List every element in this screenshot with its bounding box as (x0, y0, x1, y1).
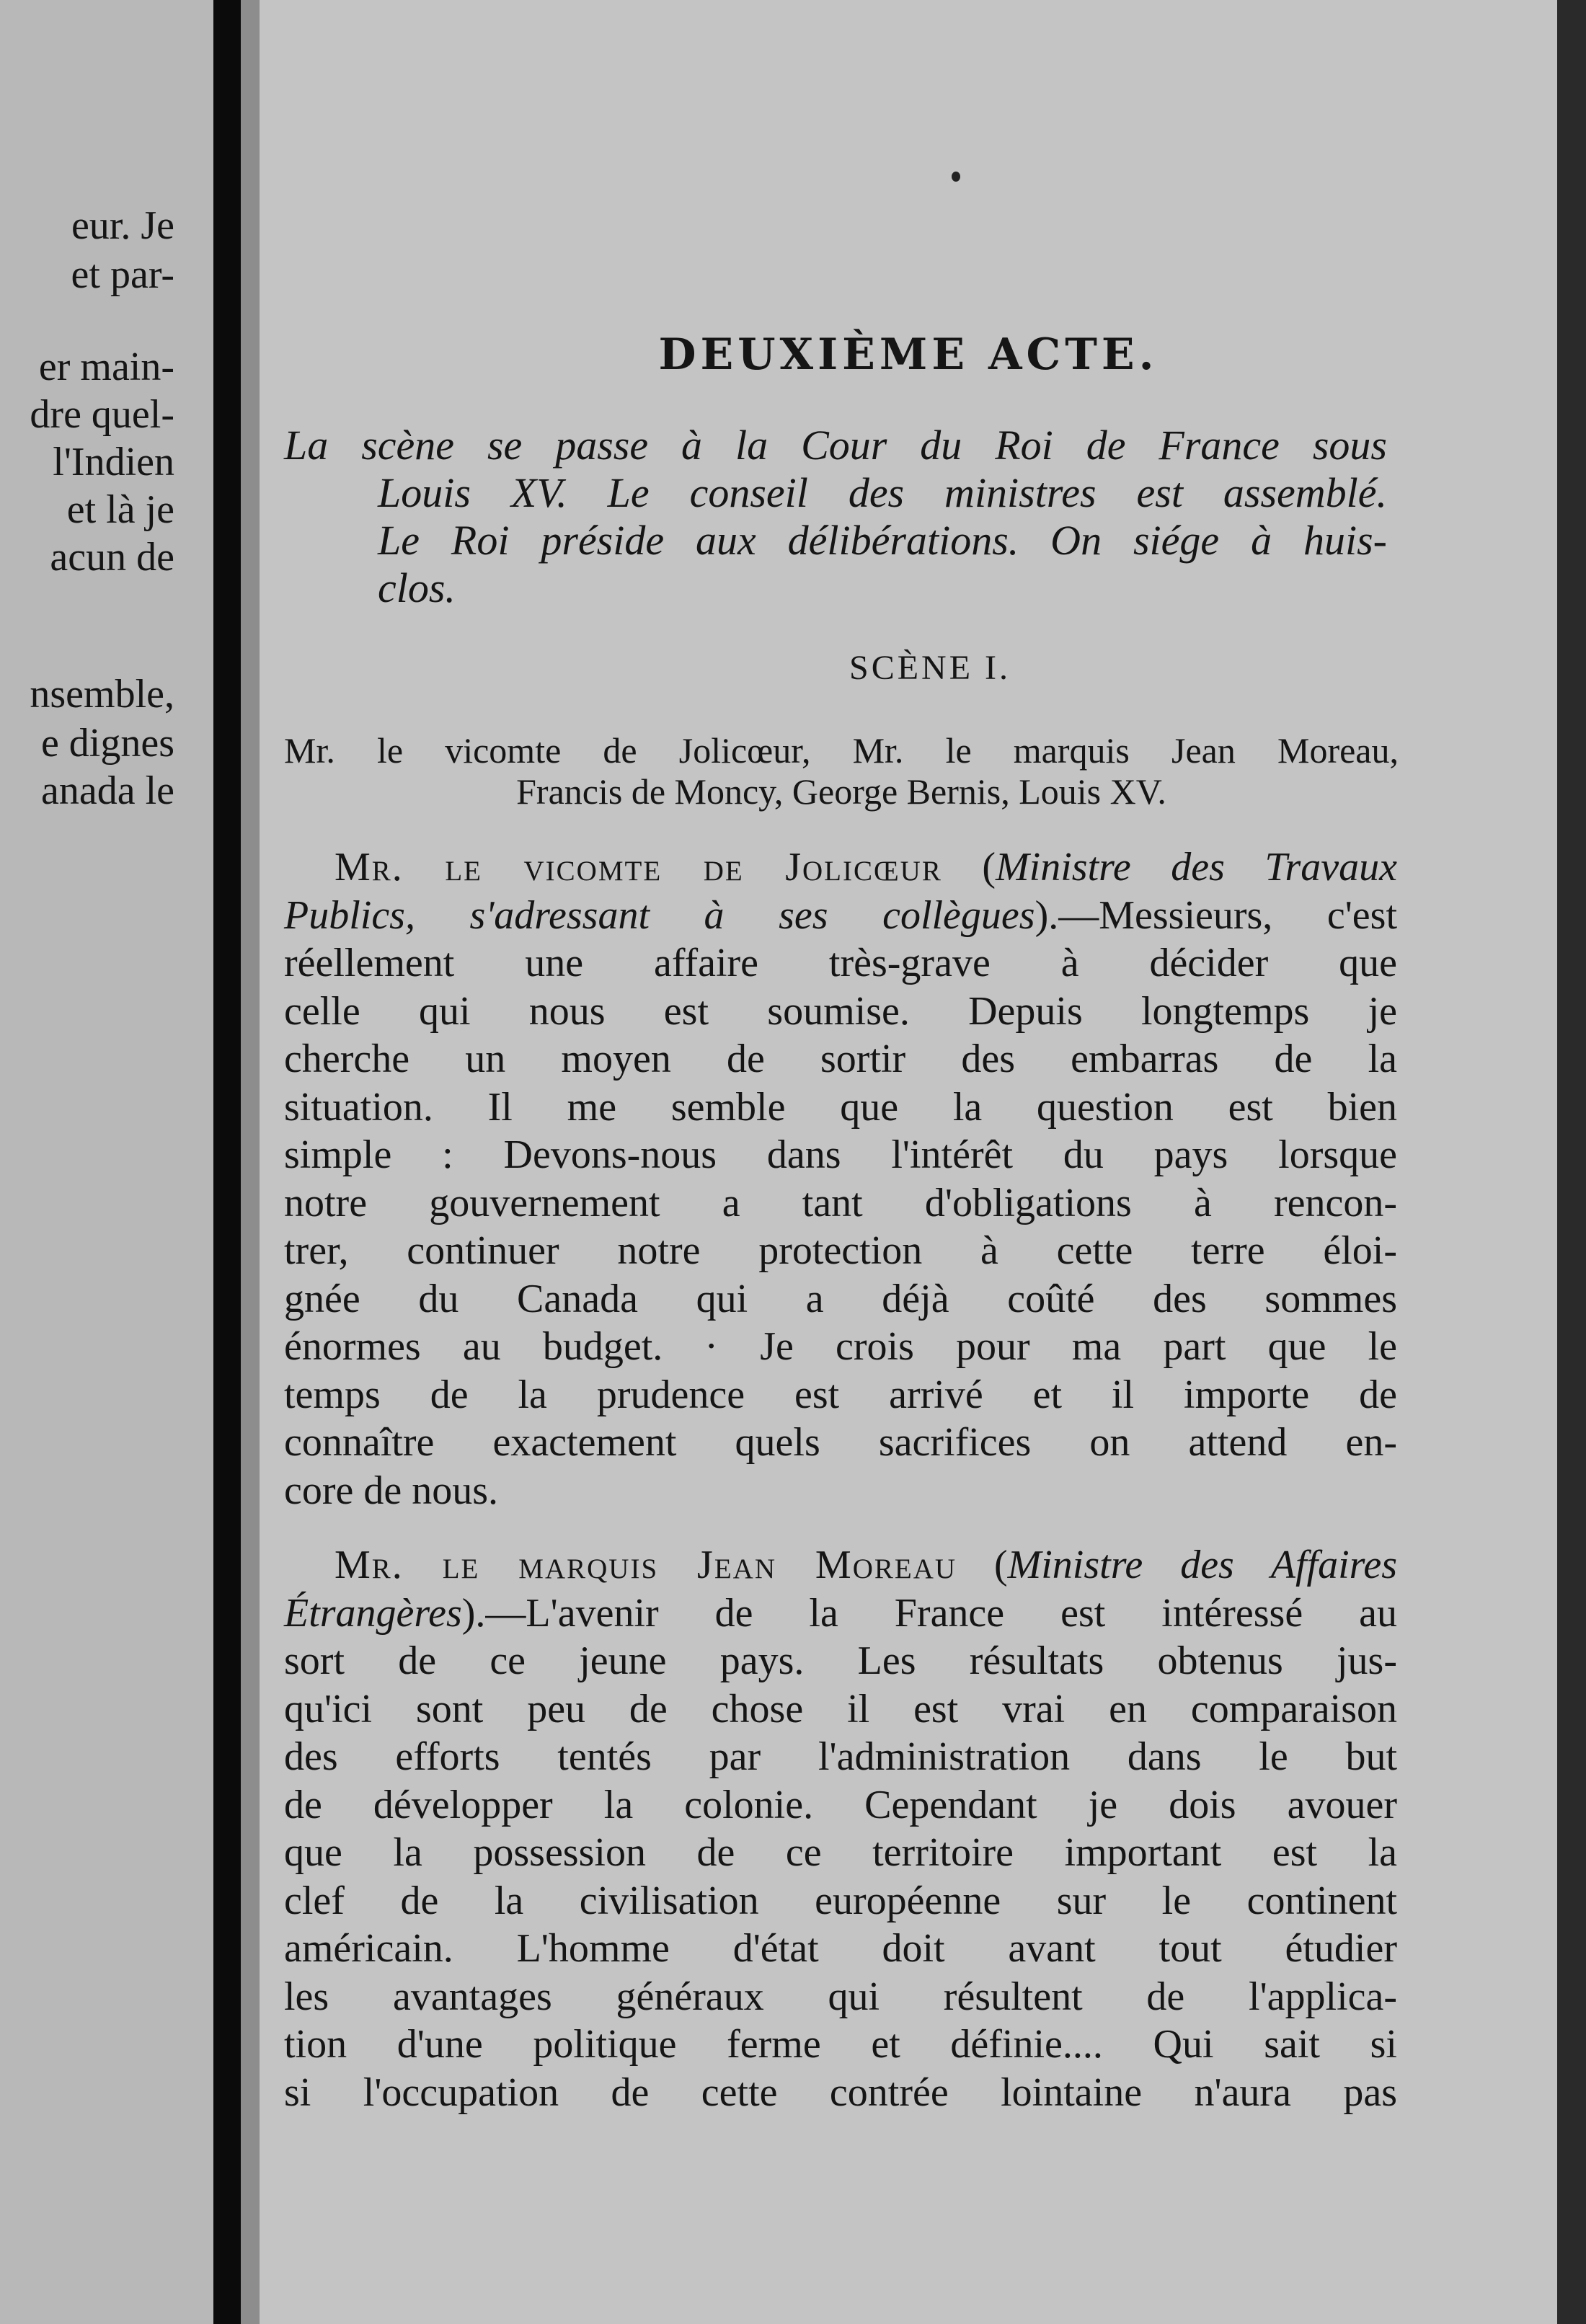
speech-line: énormes au budget. · Je crois pour ma part que le (284, 1324, 1397, 1369)
speech-line (284, 892, 1397, 940)
speech-line: Mr. le marquis Jean Moreau (Ministre des Affaires (335, 1543, 1397, 1587)
speech-text: ).—Messieurs, c'est (1035, 892, 1397, 938)
character-list (284, 730, 1399, 812)
left-page-line: acun de (50, 535, 174, 580)
speaker-name: Mr. le marquis Jean Moreau (335, 1543, 957, 1587)
scene-title: SCÈNE I. (849, 649, 1011, 687)
left-page-line: er main- (38, 345, 174, 389)
speech-line: qu'ici sont peu de chose il est vrai en comparaison (284, 1686, 1397, 1731)
left-page-fragment (0, 0, 213, 2324)
main-page (260, 0, 1557, 2324)
speech-line: simple : Devons-nous dans l'intérêt du pays lorsque (284, 1132, 1397, 1177)
character-list-line: Mr. le vicomte de Jolicœur, Mr. le marquis Jean Moreau, (284, 730, 1399, 771)
gutter-shadow (241, 0, 260, 2324)
speech-line: celle qui nous est soumise. Depuis longtemps je (284, 988, 1397, 1034)
speech-line: tion d'une politique ferme et définie.... Qui sait si (284, 2022, 1397, 2067)
speaker-role: Étrangères (284, 1590, 462, 1636)
speaker-role: Ministre des Travaux (996, 845, 1397, 890)
speech-line: de développer la colonie. Cependant je dois avouer (284, 1782, 1397, 1827)
stage-direction-line: Le Roi préside aux délibérations. On siége à huis- (378, 517, 1387, 564)
speech-line: connaître exactement quels sacrifices on attend en- (284, 1420, 1397, 1465)
speech-line: si l'occupation de cette contrée lointaine n'aura pas (284, 2070, 1397, 2115)
speech-text: ).—L'avenir de la France est intéressé au (461, 1590, 1397, 1636)
speech-jolicoeur (284, 843, 1397, 1514)
left-page-line: et là je (66, 487, 174, 532)
speaker-role: Ministre des Affaires (1007, 1543, 1397, 1587)
stage-direction (284, 422, 1387, 612)
left-page-line: et par- (71, 252, 174, 297)
speaker-role: Publics, s'adressant à ses collègues (284, 892, 1035, 938)
speech-line: américain. L'homme d'état doit avant tout étudier (284, 1926, 1397, 1971)
speech-line: que la possession de ce territoire important est la (284, 1830, 1397, 1875)
act-title: DEUXIÈME ACTE. (658, 329, 1159, 380)
left-page-line: nsemble, (30, 672, 174, 717)
speech-line: notre gouvernement a tant d'obligations à rencon- (284, 1180, 1397, 1225)
book-gutter (213, 0, 241, 2324)
stage-direction-line: La scène se passe à la Cour du Roi de France sous (284, 422, 1387, 469)
left-page-line: e dignes (40, 721, 174, 766)
left-page-line: anada le (41, 768, 174, 813)
speech-line: Mr. le vicomte de Jolicœur (Ministre des Travaux (335, 845, 1397, 890)
ink-speck (952, 172, 960, 182)
page-right-edge (1557, 0, 1586, 2324)
speech-line (284, 1589, 1397, 1638)
left-page-line: l'Indien (53, 440, 174, 484)
character-list-line: Francis de Moncy, George Bernis, Louis XV. (516, 771, 1166, 812)
left-page-line: dre quel- (30, 392, 174, 437)
speech-line: les avantages généraux qui résultent de l'applica- (284, 1974, 1397, 2019)
stage-direction-line: clos. (378, 564, 456, 611)
speech-line: situation. Il me semble que la question est bien (284, 1084, 1397, 1130)
left-page-line: eur. Je (71, 203, 174, 248)
speech-line: sort de ce jeune pays. Les résultats obtenus jus- (284, 1638, 1397, 1683)
stage-direction-line: Louis XV. Le conseil des ministres est assemblé. (378, 469, 1387, 516)
speech-line: cherche un moyen de sortir des embarras de la (284, 1037, 1397, 1081)
speech-line: gnée du Canada qui a déjà coûté des sommes (284, 1276, 1397, 1321)
speech-moreau (284, 1541, 1397, 2116)
speech-line: temps de la prudence est arrivé et il importe de (284, 1372, 1397, 1417)
speech-line: core de nous. (284, 1468, 499, 1513)
speaker-name: Mr. le vicomte de Jolicœur (335, 845, 942, 890)
speech-line: clef de la civilisation européenne sur le continent (284, 1878, 1397, 1923)
speech-line: trer, continuer notre protection à cette terre éloi- (284, 1228, 1397, 1273)
speech-line: des efforts tentés par l'administration dans le but (284, 1734, 1397, 1779)
speech-line: réellement une affaire très-grave à décider que (284, 941, 1397, 985)
